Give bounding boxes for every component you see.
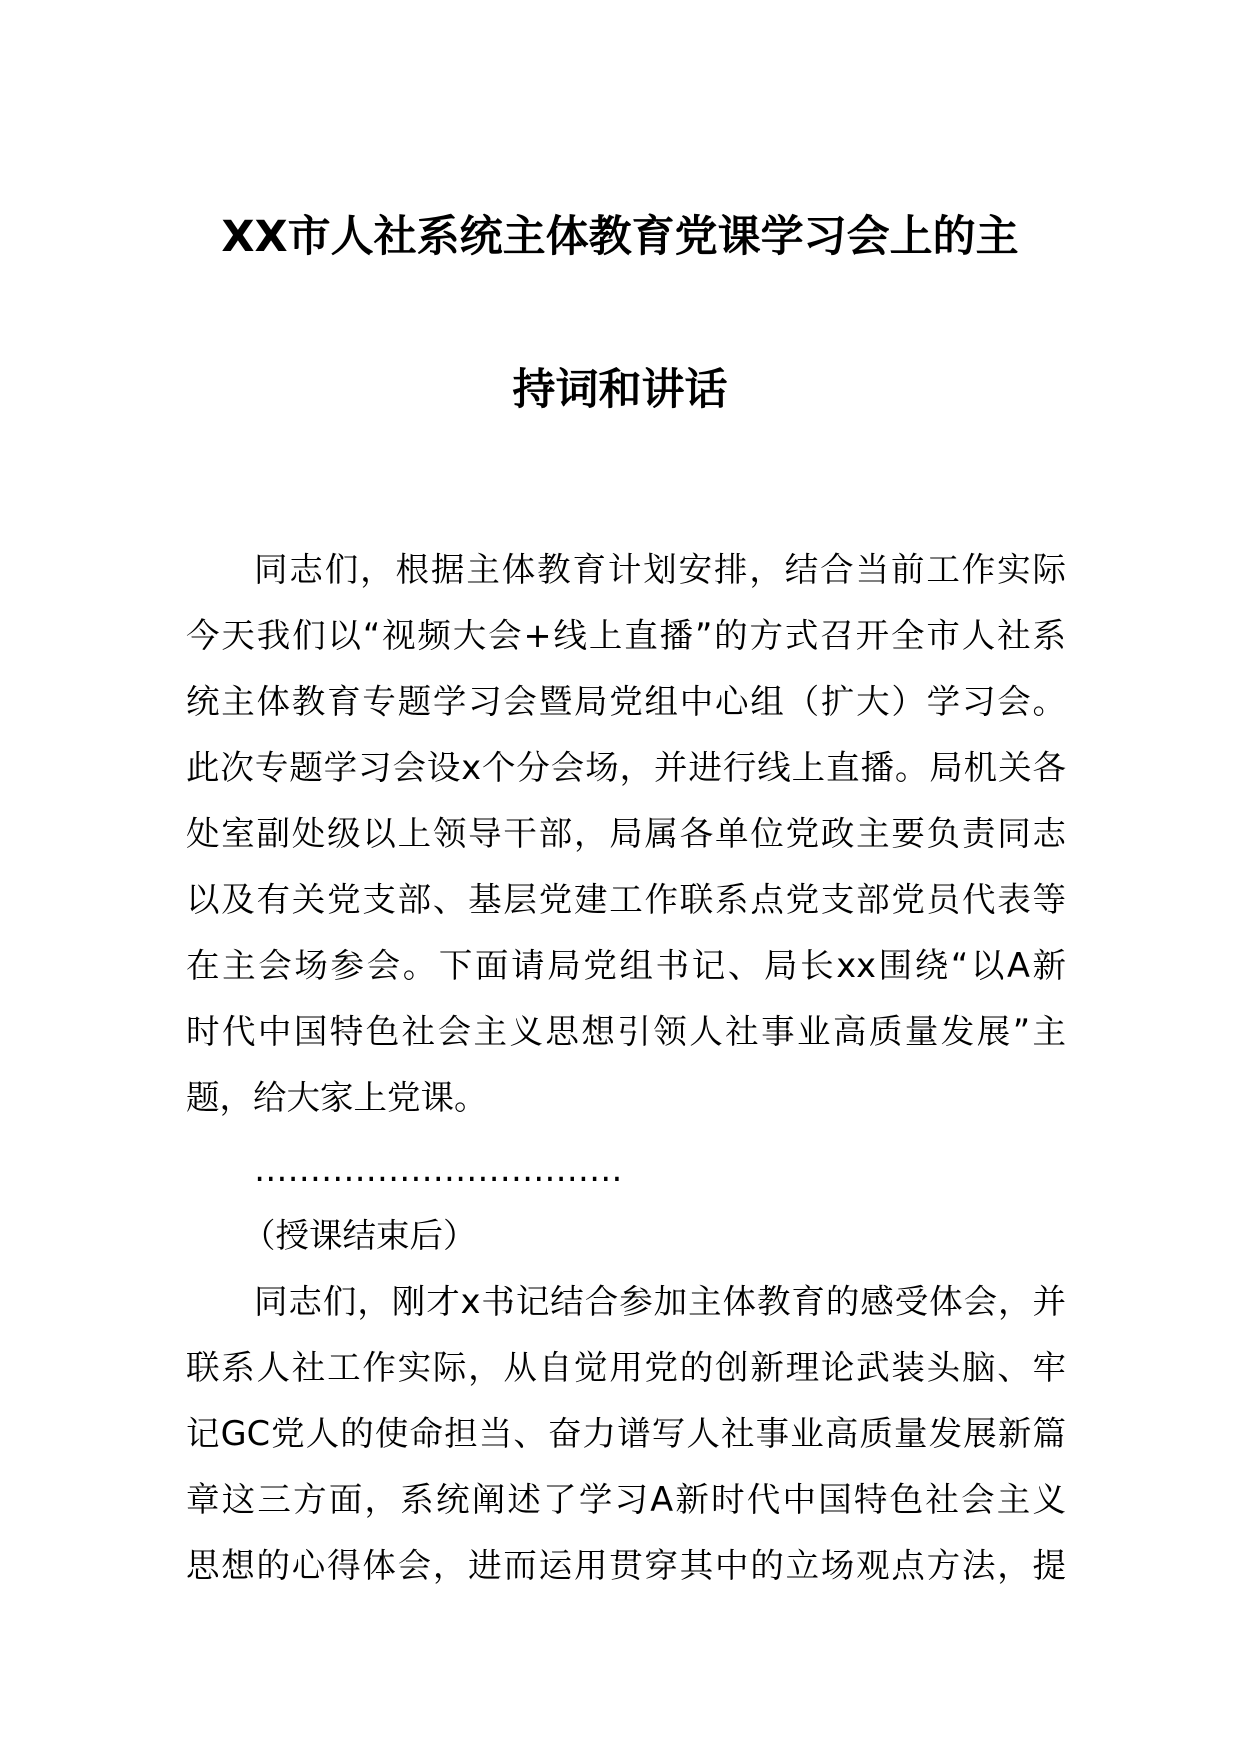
closing-section — [186, 1137, 1066, 1599]
paragraph-line: 以及有关党支部、基层党建工作联系点党支部党员代表等 — [186, 880, 1066, 919]
paragraph-line: 思想的心得体会，进而运用贯穿其中的立场观点方法，提 — [186, 1546, 1066, 1585]
paragraph-line: 处室副处级以上领导干部，局属各单位党政主要负责同志 — [186, 814, 1066, 853]
paragraph-line: 今天我们以“视频大会+线上直播”的方式召开全市人社系 — [186, 616, 1066, 655]
paragraph-line: 时代中国特色社会主义思想引领人社事业高质量发展”主 — [186, 1012, 1066, 1051]
paragraph-line: 统主体教育专题学习会暨局党组中心组（扩大）学习会。 — [186, 682, 1066, 721]
paragraph-line: 联系人社工作实际，从自觉用党的创新理论武装头脑、牢 — [186, 1348, 1066, 1387]
paragraph-line: 在主会场参会。下面请局党组书记、局长xx围绕“以A新 — [186, 946, 1066, 985]
paragraph-line: 此次专题学习会设x个分会场，并进行线上直播。局机关各 — [186, 748, 1066, 787]
document-title-line-2: 持词和讲话 — [512, 365, 728, 415]
paragraph-line: 章这三方面，系统阐述了学习A新时代中国特色社会主义 — [186, 1480, 1066, 1519]
body-section — [186, 537, 1066, 1131]
paragraph-line: 同志们，根据主体教育计划安排，结合当前工作实际 — [254, 550, 1066, 589]
stage-note: （授课结束后） — [242, 1216, 477, 1255]
ellipsis-line: …………………………… — [254, 1150, 623, 1189]
document-title-line-1: XX市人社系统主体教育党课学习会上的主 — [221, 212, 1019, 262]
paragraph-line: 记GC党人的使命担当、奋力谱写人社事业高质量发展新篇 — [186, 1414, 1066, 1453]
paragraph-line: 题，给大家上党课。 — [186, 1078, 488, 1117]
paragraph-line: 同志们，刚才x书记结合参加主体教育的感受体会，并 — [254, 1282, 1066, 1321]
